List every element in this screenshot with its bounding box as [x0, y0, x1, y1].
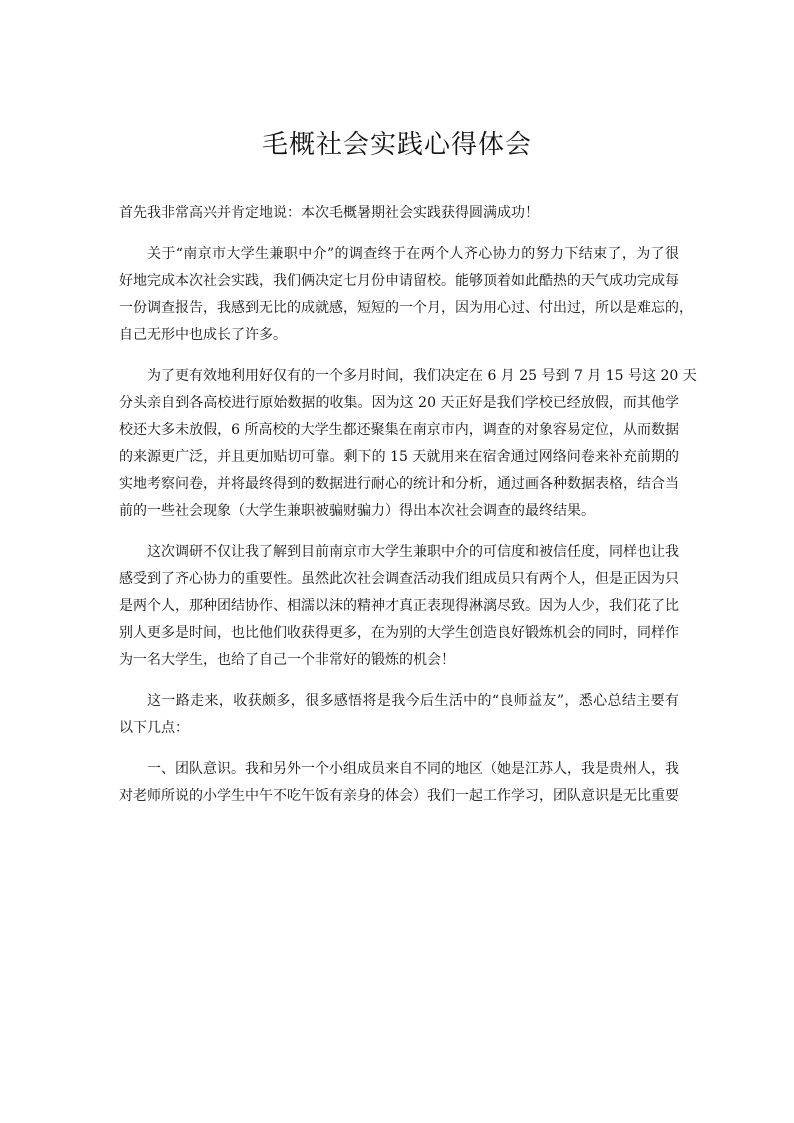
paragraph	[119, 688, 679, 742]
paragraph-line: 实地考察问卷，并将最终得到的数据进行耐心的统计和分析，通过画各种数据表格，结合当	[119, 476, 679, 492]
paragraph-line: 一份调查报告，我感到无比的成就感，短短的一个月，因为用心过、付出过，所以是难忘的，	[119, 300, 693, 316]
paragraph-line: 关于“南京市大学生兼职中介”的调查终于在两个人齐心协力的努力下结束了，为了很	[147, 246, 679, 262]
paragraph-line: 一、团队意识。我和另外一个小组成员来自不同的地区（她是江苏人，我是贵州人，我	[147, 761, 679, 777]
paragraph	[119, 363, 697, 525]
paragraph-line: 以下几点：	[119, 720, 189, 736]
document-title: 毛概社会实践心得体会	[261, 130, 532, 160]
paragraph-line: 这一路走来，收获颇多，很多感悟将是我今后生活中的“良师益友”，悉心总结主要有	[147, 693, 679, 709]
paragraph-line: 这次调研不仅让我了解到目前南京市大学生兼职中介的可信度和被信任度，同样也让我	[147, 544, 679, 560]
paragraph-line: 为了更有效地利用好仅有的一个多月时间，我们决定在 6 月 25 号到 7 月 15 号这 20 天	[147, 368, 697, 384]
paragraph-line: 对老师所说的小学生中午不吃午饭有亲身的体会）我们一起工作学习，团队意识是无比重要	[119, 788, 679, 804]
paragraph-line: 首先我非常高兴并肯定地说：本次毛概暑期社会实践获得圆满成功！	[119, 205, 539, 221]
paragraph	[119, 241, 693, 349]
paragraph-line: 感受到了齐心协力的重要性。虽然此次社会调查活动我们组成员只有两个人，但是正因为只	[119, 571, 679, 587]
paragraph-line: 校还大多未放假，6 所高校的大学生都还聚集在南京市内，调查的对象容易定位，从而数据	[119, 422, 679, 438]
paragraph	[119, 756, 679, 810]
paragraph-line: 的来源更广泛，并且更加贴切可靠。剩下的 15 天就用来在宿舍通过网络问卷来补充前期的	[119, 449, 679, 465]
paragraph-line: 自己无形中也成长了许多。	[119, 327, 287, 343]
paragraph-line: 为一名大学生，也给了自己一个非常好的锻炼的机会！	[119, 652, 455, 668]
paragraph-line: 别人更多是时间，也比他们收获得更多，在为别的大学生创造良好锻炼机会的同时，同样作	[119, 625, 679, 641]
paragraph	[119, 200, 679, 227]
paragraph-line: 是两个人，那种团结协作、相濡以沫的精神才真正表现得淋漓尽致。因为人少，我们花了比	[119, 598, 679, 614]
paragraph	[119, 539, 679, 674]
paragraph-line: 前的一些社会现象（大学生兼职被骗财骗力）得出本次社会调查的最终结果。	[119, 503, 595, 519]
paragraph-line: 好地完成本次社会实践，我们俩决定七月份申请留校。能够顶着如此酷热的天气成功完成每	[119, 273, 679, 289]
paragraph-line: 分头亲自到各高校进行原始数据的收集。因为这 20 天正好是我们学校已经放假，而其他学	[119, 395, 679, 411]
document-body	[119, 200, 697, 810]
